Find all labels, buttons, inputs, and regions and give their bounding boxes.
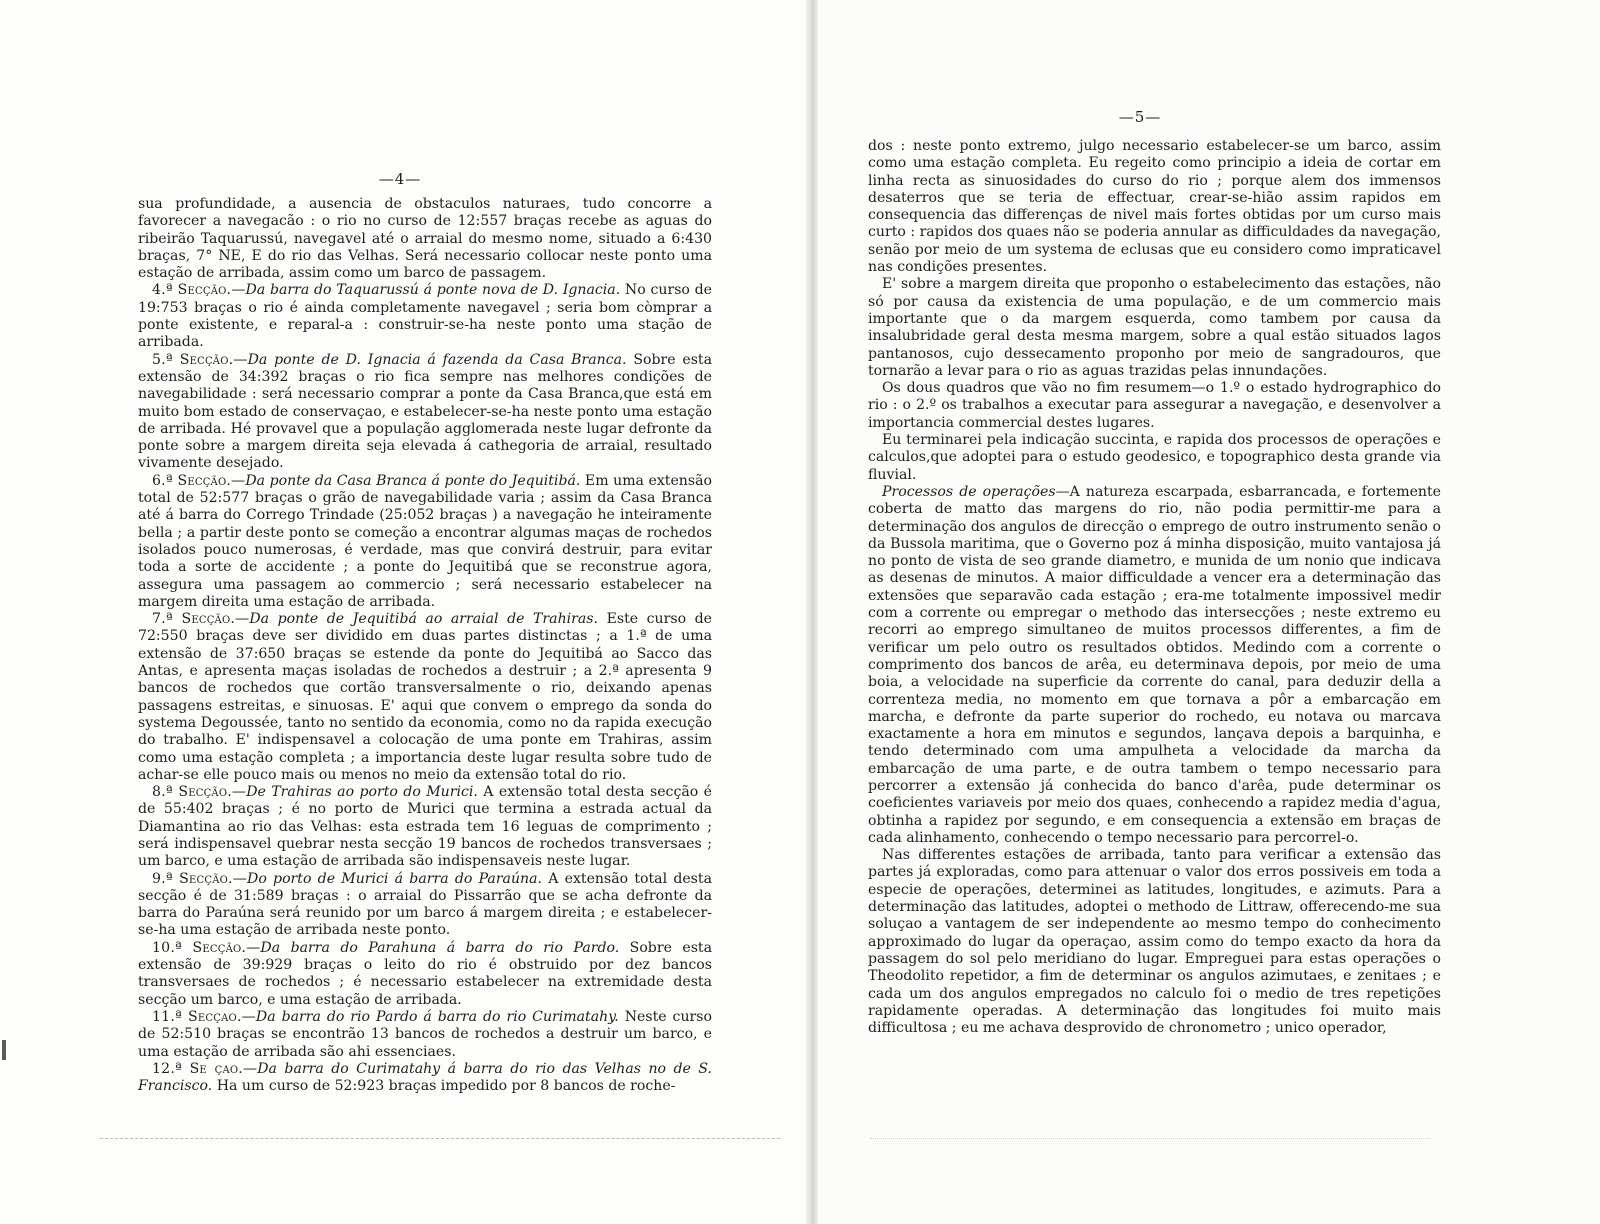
paragraph: Eu terminarei pela indicação succinta, e rapida dos processos de operações e calculos,que adoptei para o estudo geodesico, e topographico desta grande via fluvial.	[868, 432, 1441, 483]
paragraph: E' sobre a margem direita que proponho o estabelecimento das estações, não só por causa da existencia de uma população, e de um commercio mais importante que o da margem esquerda, como tambem por causa da insalubridade geral desta mesma margem, sobre a qual estão situados lagos pantanosos, cujo dessecamento proponho por meio de sangradouros, que tornarão a levar para o rio as aguas trazidas pelas innundações.	[868, 276, 1441, 379]
section-label: 6.ª Secção.—	[152, 472, 246, 489]
paragraph: Nas differentes estações de arribada, tanto para verificar a extensão das partes já exploradas, como para attenuar o valor dos erros possiveis em toda a especie de operações, determinei as latitudes, longitudes, e azimuts. Para a determinação das latitudes, adoptei o methodo de Littraw, offerecendo-me sua soluçao a vantagem de ser independente ao mesmo tempo do conhecimento approximado do lugar da operaçao, assim como do tempo exacto da hora da passagem do sol pelo meridiano do lugar. Empreguei para estas operações o Theodolito repetidor, a fim de determinar os angulos azimutaes, e zenitaes ; e cada um dos angulos empregados no calculo foi o medio de tres repetições rapidamente operadas. A determinação das longitudes foi muito mais difficultosa ; eu me achava desprovido de chronometro ; unico operador,	[868, 847, 1441, 1037]
section-label: 10.ª Secção.—	[152, 939, 261, 956]
page-number-right: —5—	[1118, 108, 1162, 126]
section-label: 4.ª Secção.—	[152, 282, 246, 299]
section-text: A extensão total desta secção é de 55:402 braças ; é no porto de Murici que termina a estrada actual da Diamantina ao rio das Velhas: esta estrada tem 16 leguas de comprimento ; será indispensavel quebrar nesta secção 19 bancos de rochedos transversaes ; um barco, e uma estação de arribada são indispensaveis neste lugar.	[138, 784, 712, 870]
section-title: De Trahiras ao porto do Murici.	[246, 784, 478, 801]
section-text: Este curso de 72:550 braças deve ser dividido em duas partes distinctas ; a 1.ª de uma extensão de 37:650 braças se estende da ponte do Jequitibá ao Sacco das Antas, e apresenta maças isoladas de rochedos a destruir ; a 2.ª apresenta 9 bancos de rochedos que cortão transversalmente o rio, deixando apenas passagens estreitas, e sinuosas. E' aqui que convem o emprego da sonda do systema Degoussée, tanto no sentido da economia, como no da rapida execução do trabalho. E' indispensavel a colocação de uma ponte em Trahiras, assim como uma estação completa ; a importancia deste lugar resulta sobre tudo de achar-se elle pouco mais ou menos no meio da extensão total do rio.	[138, 611, 712, 783]
page-number-left: —4—	[378, 170, 422, 188]
paragraph: Os dous quadros que vão no fim resumem—o 1.º o estado hydrographico do rio : o 2.º os trabalhos a executar para assegurar a navegação, e desenvolver a importancia commercial destes lugares.	[868, 380, 1441, 431]
section-label: 11.ª Secçao.—	[152, 1008, 256, 1025]
section-title: Da ponte de D. Ignacia á fazenda da Casa Branca.	[247, 351, 627, 368]
section-text: Ha um curso de 52:923 braças impedido por 8 bancos de roche-	[212, 1078, 676, 1095]
section-title: Da ponte de Jequitibá ao arraial de Trahiras.	[249, 611, 599, 628]
section-title: Da barra do Taquarussú á ponte nova de D. Ignacia.	[245, 282, 621, 299]
section-text: Sobre esta extensão de 39:929 braças o leito do rio é obstruido por dez bancos transversaes de rochedos ; é necessario estabelecer na extremidade desta secção um barco, e uma estação de arribada.	[138, 939, 712, 1008]
section-label: 8.ª Secção.—	[152, 784, 247, 801]
section-label: 5.ª Secção.—	[152, 351, 248, 368]
bottom-rule	[100, 1138, 780, 1140]
section-paragraph-5	[138, 352, 712, 473]
section-text: No curso de 19:753 braças o rio é ainda completamente navegavel ; seria bom còmprar a ponte existente, e reparal-a : construir-se-ha neste ponto uma stação de arribada.	[138, 282, 713, 351]
bottom-rule-right	[870, 1138, 1430, 1140]
section-text: Neste curso de 52:510 braças se encontrão 13 bancos de rochedos a destruir um barco, e uma estação de arribada são ahi essenciaes.	[138, 1008, 712, 1060]
paragraph: dos : neste ponto extremo, julgo necessario estabelecer-se um barco, assim como uma estação completa. Eu regeito como principio a ideia de cortar em linha recta as sinuosidades do curso do rio ; porque alem dos immensos desaterros que se teria de effectuar, crear-se-hião assim rapidos em consequencia das differenças de nivel mais fortes obtidas por um curso mais curto : rapidos dos quaes não se poderia annular as difficuldades da navegação, senão por meio de um systema de eclusas que eu considero como impraticavel nas condições presentes.	[868, 138, 1441, 276]
right-page-text	[868, 138, 1441, 1037]
binding-mark	[2, 1040, 6, 1060]
section-title: Do porto de Murici á barra do Paraúna.	[247, 870, 542, 887]
section-label: 12.ª Se çao.—	[152, 1060, 258, 1077]
section-label: 9.ª Secção.—	[152, 870, 248, 887]
left-page-text	[138, 196, 712, 1095]
section-paragraph-9	[138, 871, 712, 940]
section-paragraph-8	[138, 784, 712, 870]
paragraph: Processos de operações—A natureza escarpada, esbarrancada, e fortemente coberta de matto das margens do rio, não podia permittir-me para a determinação dos angulos de direcção o emprego de outro instrumento senão o da Bussola maritima, que o Governo poz á minha disposição, muito vantajosa já no ponto de vista de seo grande diametro, e munida de um nonio que indicava as desenas de minutos. A maior difficuldade a vencer era a determinação das extensões que separavão cada estação ; era-me totalmente impossivel medir com a corrente ou empregar o methodo das intersecções ; neste extremo eu recorri ao emprego simultaneo de muitos processos differentes, a fim de verificar um pelo outro os resultados obtidos. Medindo com a corrente o comprimento dos bancos de arêa, eu determinava depois, por meio de uma boia, a velocidade na superficie da corrente do canal, para deduzir della a correnteza media, no momento em que tornava a pôr a embarcação em marcha, e defronte da parte superior do rochedo, eu notava ou marcava exactamente a hora em minutos e segundos, lançava depois a barquinha, e tendo determinado com uma ampulheta a velocidade da marcha da embarcação de uma parte, e de outra tambem o tempo necessario para percorrer a extensão já conhecida do banco d'arêa, pude determinar os coeficientes variaveis por meio dos quaes, conhecendo a rapidez media d'agua, obtinha a rapidez por segundo, e em consequencia a extensão em braças de cada alinhamento, conhecendo o tempo necessario para percorrel-o.	[868, 483, 1441, 846]
section-label: 7.ª Secção.—	[152, 611, 250, 628]
section-paragraph-4	[138, 282, 712, 351]
section-title: Da barra do Parahuna á barra do rio Pardo.	[260, 939, 620, 956]
section-text: A extensão total desta secção é de 31:589 braças : o arraial do Pissarrão que se acha defronte da barra do Paraúna será reunido por um barco á margem direita ; e estabelecer-se-ha uma estação de arribada neste ponto.	[138, 870, 712, 939]
section-title: Da barra do Curimatahy á barra do rio das Velhas no de S. Francisco.	[138, 1060, 712, 1095]
paragraph: sua profundidade, a ausencia de obstaculos naturaes, tudo concorre a favorecer a navegacão : o rio no curso de 12:557 braças recebe as aguas do ribeirão Taquarussú, navegavel até o arraial do mesmo nome, situado a 6:430 braças, 7° NE, E do rio das Velhas. Será necessario collocar neste ponto uma estação de arribada, assim como um barco de passagem.	[138, 196, 712, 282]
section-paragraph-12	[138, 1061, 712, 1096]
section-paragraph-11	[138, 1009, 712, 1061]
section-paragraph-6	[138, 473, 712, 611]
section-title: Da ponte da Casa Branca á ponte do Jequitibá.	[245, 472, 581, 489]
section-paragraph-7	[138, 611, 712, 784]
section-title: Da barra do rio Pardo á barra do rio Curimatahy.	[255, 1008, 619, 1025]
section-text: Em uma extensão total de 52:577 braças o grão de navegabilidade varia ; assim da Casa Branca até á barra do Corrego Trindade (25:052 braças ) a navegação he inteiramente bella ; a partir deste ponto se começão a encontrar algumas maças de rochedos isolados pouco numerosas, é verdade, mas que convirá destruir, para evitar toda a sorte de accidente ; a ponte do Jequitibá que se reconstrue agora, assegura uma passagem ao commercio ; será necessario estabelecer na margem direita uma estação de arribada.	[138, 472, 713, 610]
paragraph-lead: Processos de operações—	[882, 483, 1070, 500]
section-text: Sobre esta extensão de 34:392 braças o rio fica sempre nas melhores condições de navegabilidade : será necessario comprar a ponte da Casa Branca,que está em muito bom estado de conservaçao, e estabelecer-se-ha neste ponto uma estação de arribada. Hé provavel que a população agglomerada neste lugar defronte da ponte sobre a margem direita seja elevada á cathegoria de arraial, resultado vivamente desejado.	[138, 351, 712, 472]
section-paragraph-10	[138, 940, 712, 1009]
